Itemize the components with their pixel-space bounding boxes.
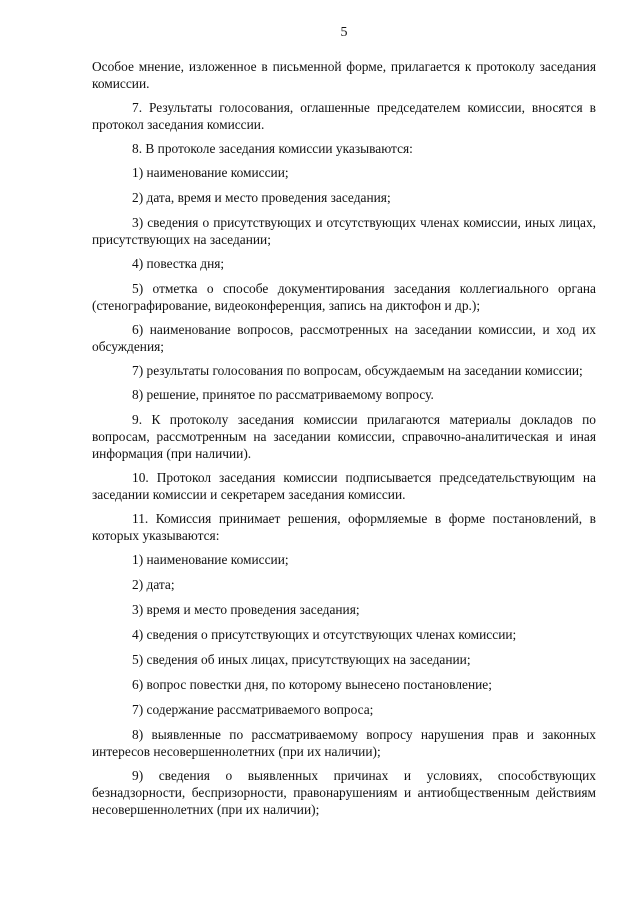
list-item-decision-8: 8) выявленные по рассматриваемому вопросу нарушения прав и законных интересов несовершеннолетних (при их наличии); — [92, 727, 596, 759]
list-item-decision-6: 6) вопрос повестки дня, по которому вынесено постановление; — [132, 677, 492, 692]
list-item-decision-1: 1) наименование комиссии; — [132, 552, 289, 567]
list-item-decision-3: 3) время и место проведения заседания; — [132, 602, 360, 617]
list-item-protocol-1: 1) наименование комиссии; — [132, 165, 289, 180]
list-item-protocol-4: 4) повестка дня; — [132, 256, 225, 271]
paragraph-item-11: 11. Комиссия принимает решения, оформляемые в форме постановлений, в которых указываются: — [92, 511, 596, 543]
paragraph-item-8: 8. В протоколе заседания комиссии указываются: — [132, 141, 413, 156]
list-item-decision-9: 9) сведения о выявленных причинах и условиях, способствующих безнадзорности, беспризорности, правонарушениям и антиобщественным действиям несовершеннолетних (при их наличии); — [92, 768, 596, 817]
paragraph-dissenting-opinion: Особое мнение, изложенное в письменной форме, прилагается к протоколу заседания комиссии. — [92, 59, 596, 91]
list-item-protocol-6: 6) наименование вопросов, рассмотренных на заседании комиссии, и ход их обсуждения; — [92, 322, 596, 354]
list-item-decision-4: 4) сведения о присутствующих и отсутствующих членах комиссии; — [132, 627, 517, 642]
paragraph-item-10: 10. Протокол заседания комиссии подписывается председательствующим на заседании комиссии и секретарем заседания комиссии. — [92, 470, 596, 502]
paragraph-item-9: 9. К протоколу заседания комиссии прилагаются материалы докладов по вопросам, рассмотренным на заседании комиссии, справочно-аналитическая и иная информация (при наличии). — [92, 412, 596, 461]
list-item-decision-7: 7) содержание рассматриваемого вопроса; — [132, 702, 374, 717]
list-item-decision-2: 2) дата; — [132, 577, 175, 592]
page-number: 5 — [340, 25, 348, 40]
document-page — [92, 24, 596, 825]
list-item-protocol-3: 3) сведения о присутствующих и отсутствующих членах комиссии, иных лицах, присутствующих на заседании; — [92, 215, 596, 247]
list-item-protocol-2: 2) дата, время и место проведения заседания; — [132, 190, 391, 205]
list-item-protocol-5: 5) отметка о способе документирования заседания коллегиального органа (стенографирование, видеоконференция, запись на диктофон и др.); — [92, 281, 596, 313]
list-item-protocol-8: 8) решение, принятое по рассматриваемому вопросу. — [132, 387, 434, 402]
paragraph-item-7: 7. Результаты голосования, оглашенные председателем комиссии, вносятся в протокол заседания комиссии. — [92, 100, 596, 132]
list-item-protocol-7: 7) результаты голосования по вопросам, обсуждаемым на заседании комиссии; — [132, 363, 583, 378]
list-item-decision-5: 5) сведения об иных лицах, присутствующих на заседании; — [132, 652, 471, 667]
